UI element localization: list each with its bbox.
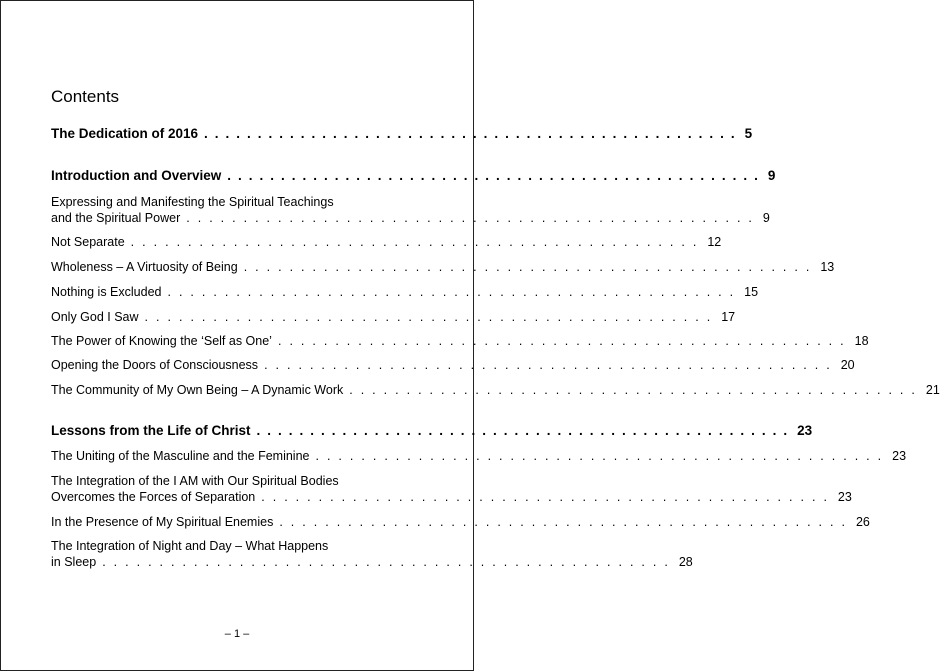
toc-section-introduction[interactable] — [51, 168, 776, 184]
toc-entry-title: Only God I Saw — [51, 310, 139, 324]
toc-entry-title: The Power of Knowing the ‘Self as One’ — [51, 334, 272, 348]
toc-page-number: 23 — [892, 449, 907, 463]
page-title: Contents — [51, 87, 120, 106]
toc-entry-title: Opening the Doors of Consciousness — [51, 358, 259, 372]
page-footer-number: – 1 – — [224, 628, 250, 640]
toc-entry[interactable] — [51, 234, 722, 250]
toc-section-lessons[interactable] — [51, 423, 813, 439]
toc-page-number: 23 — [797, 423, 813, 438]
toc-page-number: 9 — [767, 168, 776, 183]
toc-page-number: 17 — [721, 310, 736, 324]
dot-leader: .................................................. — [144, 310, 719, 324]
toc-page-number: 26 — [855, 515, 870, 529]
toc-entry-title-line1: The Integration of the I AM with Our Spiritual Bodies — [51, 474, 339, 488]
toc-entry[interactable] — [51, 514, 870, 530]
toc-page-number: 18 — [854, 334, 869, 348]
toc-entry-title: The Community of My Own Being – A Dynamic Work — [51, 383, 344, 397]
toc-page-number: 9 — [762, 211, 770, 225]
toc-entry[interactable] — [51, 259, 835, 275]
toc-entry[interactable] — [51, 194, 770, 226]
toc-section-dedication[interactable] — [51, 126, 753, 142]
toc-section-title: The Dedication of 2016 — [51, 126, 199, 141]
toc-entry[interactable] — [51, 538, 693, 570]
toc-entry[interactable] — [51, 333, 869, 349]
toc-page-number: 15 — [744, 285, 759, 299]
toc-section-title: Introduction and Overview — [51, 168, 222, 183]
toc-page-number: 28 — [678, 555, 693, 569]
toc-page-number: 21 — [925, 383, 940, 397]
dot-leader: .................................................. — [243, 260, 818, 274]
toc-entry[interactable] — [51, 284, 759, 300]
toc-entry-title: Not Separate — [51, 235, 125, 249]
toc-entry[interactable] — [51, 382, 940, 398]
toc-entry-title: The Uniting of the Masculine and the Feminine — [51, 449, 310, 463]
toc-entry-title-line1: The Integration of Night and Day – What Happens — [51, 539, 329, 553]
toc-entry[interactable] — [51, 309, 736, 325]
dot-leader: .................................................. — [186, 211, 760, 225]
dot-leader: .................................................. — [102, 555, 676, 569]
toc-entry-title: Wholeness – A Virtuosity of Being — [51, 260, 238, 274]
toc-entry-title: In the Presence of My Spiritual Enemies — [51, 515, 274, 529]
toc-section-title: Lessons from the Life of Christ — [51, 423, 251, 438]
toc-entry[interactable] — [51, 357, 855, 373]
toc-entry-title-line2: and the Spiritual Power — [51, 211, 181, 225]
dot-leader: .................................................. — [167, 285, 742, 299]
toc-page-number: 13 — [820, 260, 835, 274]
toc-entry-title-line2: in Sleep — [51, 555, 97, 569]
dot-leader: .................................................. — [315, 449, 890, 463]
dot-leader: .................................................. — [261, 490, 835, 504]
toc-page-number: 5 — [744, 126, 753, 141]
toc-entry[interactable] — [51, 448, 907, 464]
toc-page-number: 20 — [840, 358, 855, 372]
dot-leader: .................................................. — [264, 358, 838, 372]
dot-leader: .................................................. — [227, 168, 765, 183]
dot-leader: .................................................. — [279, 515, 853, 529]
dot-leader: .................................................. — [277, 334, 852, 348]
dot-leader: .................................................. — [349, 383, 923, 397]
dot-leader: .................................................. — [204, 126, 742, 141]
toc-page-number: 12 — [707, 235, 722, 249]
toc-entry-title: Nothing is Excluded — [51, 285, 162, 299]
dot-leader: .................................................. — [130, 235, 705, 249]
dot-leader: .................................................. — [256, 423, 795, 438]
toc-entry-title-line1: Expressing and Manifesting the Spiritual Teachings — [51, 195, 334, 209]
toc-entry-title-line2: Overcomes the Forces of Separation — [51, 490, 256, 504]
toc-entry[interactable] — [51, 473, 852, 505]
toc-page-number: 23 — [837, 490, 852, 504]
